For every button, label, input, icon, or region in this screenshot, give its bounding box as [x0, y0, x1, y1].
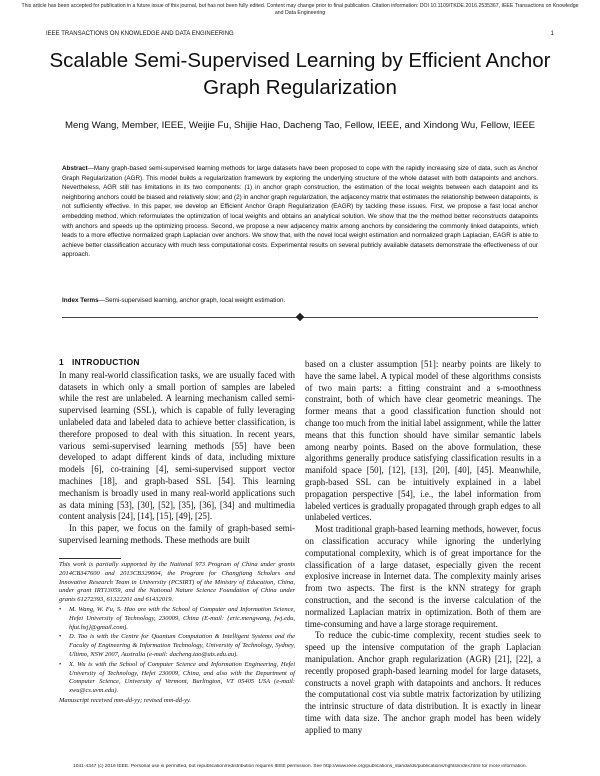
body-column-left: [59, 357, 295, 547]
affiliation-footnote: • X. Wu is with the School of Computer Science and Information Engineering, Hefei University of Technology, Hefei 230009, China, and also with the Department of Computer Science, University of Vermont, Burlington, VT 05405 USA (e-mail: xwu@cs.uvm.edu).: [59, 661, 295, 696]
body-paragraph: based on a cluster assumption [51]: nearby points are likely to have the same label. A typical model of these algorithms consists of two main parts: a fitting constraint and a s-moothness constraint, both of which have clear geometric meanings. The former means that a good classification function should not change too much from the initial label assignment, while the latter means that this function should have similar semantic labels among nearby points. Based on the above formulation, these algorithms generally produce satisfying classification results in a manifold space [50], [12], [13], [20], [40], [45]. Meanwhile, graph-based SSL can be intuitively explained in a label propagation perspective [54], i.e., the label information from labeled vertices is gradually propagated through graph edges to all unlabeled vertices.: [305, 359, 541, 523]
body-paragraph: To reduce the cubic-time complexity, recent studies seek to speed up the intensive computation of the graph Laplacian manipulation. Anchor graph regularization (AGR) [21], [22], a recently proposed graph-based learning model for large datasets, constructs a novel graph with datapoints and anchors. It reduces the computational cost via subtle matrix factorization by utilizing the intrinsic structure of data distribution. It is exactly in linear time with data size. The anchor graph model has been widely applied to many: [305, 630, 541, 735]
publication-notice: This article has been accepted for publication in a future issue of this journal, but has not been fully edited. Content may change prior to final publication. Citation information: DOI 10.1109/TKDE.2016.2535367, IEEE Transactions on Knowledge and Data Engineering: [21, 3, 579, 16]
copyright-notice: 1041-4347 (c) 2016 IEEE. Personal use is permitted, but republication/redistribution requires IEEE permission. See http://www.ieee.org/publications_standards/publications/rights/index.html for more information.: [73, 764, 527, 769]
affiliation-footnote: • D. Tao is with the Centre for Quantum Computation & Intelligent Systems and the Faculty of Engineering & Information Technology, University of Technology, Sydney, Ultimo, NSW 2007, Australia (e-mail: dacheng.tao@uts.edu.au).: [59, 633, 295, 659]
body-paragraph: Most traditional graph-based learning methods, however, focus on classification accuracy while ignoring the underlying computational complexity, which is of great importance for the classification of a large dataset, especially given the recent explosive increase in Internet data. The complexity mainly arises from two aspects. The first is the kNN strategy for graph construction, and the second is the inverse calculation of the normalized Laplacian matrix in optimization. Both of them are time-consuming and have a large storage requirement.: [305, 524, 541, 629]
paper-title: Scalable Semi-Supervised Learning by Efficient Anchor Graph Regularization: [49, 49, 551, 99]
body-paragraph: In this paper, we focus on the family of graph-based semi-supervised learning methods. These methods are built: [59, 523, 295, 545]
section-number: 1: [59, 357, 64, 367]
section-heading: [59, 357, 295, 369]
footnote-rule: [59, 558, 121, 559]
affiliation-footnote: • M. Wang, W. Fu, S. Hao are with the School of Computer and Information Science, Hefei University of Technology, 230009, China (E-mail: {eric.mengwang, fwj.edu, hfut.hsj}@gmail.com).: [59, 606, 295, 632]
section-title: INTRODUCTION: [71, 357, 140, 367]
body-paragraph: In many real-world classification tasks, we are usually faced with datasets in which only a small portion of samples are labeled while the rest are unlabeled. A learning mechanism called semi-supervised learning (SSL), which is capable of fully leveraging unlabeled data and labeled data to achieve better classification, is therefore proposed to deal with this situation. In recent years, various semi-supervised learning methods [55] have been developed to adapt different kinds of data, including mixture models [6], co-training [4], semi-supervised support vector machines [18], and graph-based SSL [54]. This learning mechanism is broadly used in many real-world applications such as data mining [53], [30], [52], [35], [36], [34] and multimedia content analysis [24], [14], [15], [49], [25].: [59, 369, 295, 522]
abstract-text: —Many graph-based semi-supervised learning methods for large datasets have been proposed to cope with the rapidly increasing size of data, such as Anchor Graph Regularization (AGR). This model builds a regularization framework by exploring the underlying structure of the whole dataset with both datapoints and anchors. Nevertheless, AGR still has limitations in its two components: (1) in anchor graph construction, the estimation of the local weights between each datapoint and its neighboring anchors could be biased and relatively slow; and (2) in anchor graph regularization, the adjacency matrix that estimates the relationship between datapoints, is not sufficiently effective. In this paper, we develop an Efficient Anchor Graph Regularization (EAGR) by tackling these issues. First, we propose a fast local anchor embedding method, which reformulates the optimization of local weights and obtains an analytical solution. We show that the the method better reconstructs datapoints with anchors and speeds up the optimizing process. Second, we propose a new adjacency matrix among anchors by considering the commonly linked datapoints, which leads to a more effective normalized graph Laplacian over anchors. We show that, with the novel local weight estimation and normalized graph Laplacian, EAGR is able to achieve better classification accuracy with much less computational costs. Experimental results on several publicly available datasets demonstrate the effectiveness of our approach.: [62, 165, 538, 259]
author-list: Meng Wang, Member, IEEE, Weijie Fu, Shijie Hao, Dacheng Tao, Fellow, IEEE, and Xindong Wu, Fellow, IEEE: [65, 120, 535, 131]
journal-name: IEEE TRANSACTIONS ON KNOWLEDGE AND DATA ENGINEERING: [46, 31, 234, 37]
footnotes: [59, 561, 295, 707]
funding-footnote: This work is partially supported by the National 973 Program of China under grants 2014CB347600 and 2013CB329604, the Program for Changjiang Scholars and Innovative Research Team in University (PCSIRT) of the Ministry of Education, China, under grant IRT13059, and the National Nature Science Foundation of China under grants 61272393, 61322201 and 61432019.: [59, 561, 295, 604]
index-terms-label: Index Terms: [62, 297, 99, 304]
index-terms-text: —Semi-supervised learning, anchor graph, local weight estimation.: [98, 297, 286, 304]
body-column-right: [305, 359, 541, 737]
diamond-ornament-icon: [296, 313, 304, 321]
abstract-label: Abstract: [62, 165, 88, 172]
running-header: [46, 31, 554, 37]
index-terms: [62, 296, 538, 305]
page-number: 1: [550, 31, 554, 37]
abstract: [62, 164, 538, 260]
manuscript-dates: Manuscript received mm-dd-yy; revised mm-dd-yy.: [59, 696, 192, 704]
section-divider: [62, 313, 538, 321]
